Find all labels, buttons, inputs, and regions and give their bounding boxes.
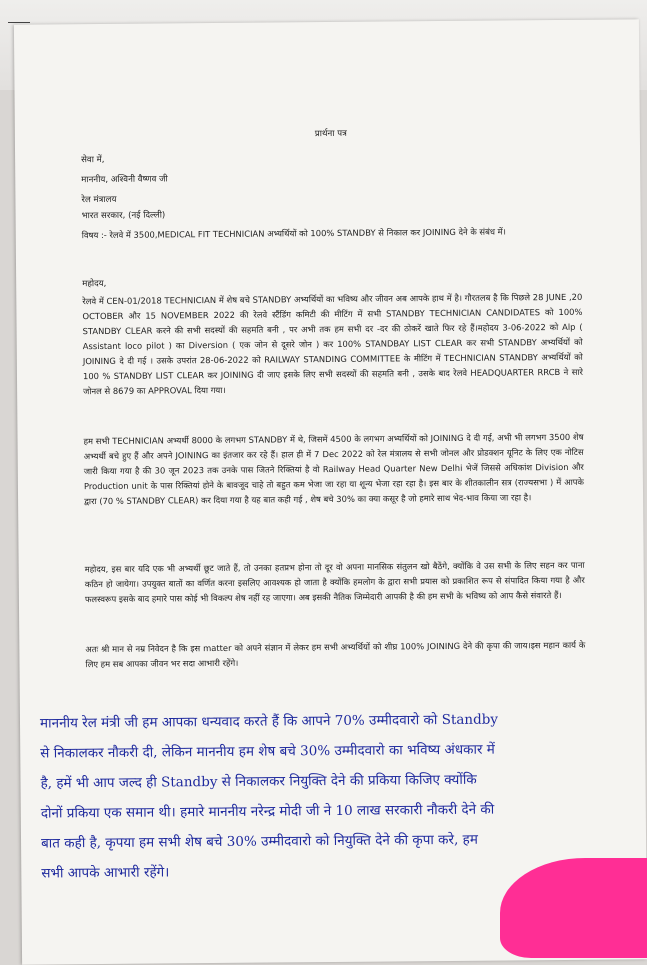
closing-paragraph: अतः श्री मान से नम्र निवेदन है कि इस matter को अपने संज्ञान में लेकर हम सभी अभ्यर्थियों को शीघ्र 100% JOINING देने की कृपा की जाय।इस महान कार्य के लिए हम सब आपका जीवन भर सदा आभारी रहेंगे। — [85, 639, 586, 670]
subject-line: विषय :- रेलवे में 3500,MEDICAL FIT TECHNICIAN अभ्यर्थियों को 100% STANDBY से निकाल कर JOINING देने के संबंध में। — [81, 226, 506, 241]
salutation: महोदय, — [82, 278, 107, 290]
letter-page — [14, 19, 647, 964]
recipient-ministry: रेल मंत्रालय — [81, 194, 117, 206]
handwritten-note: माननीय रेल मंत्री जी हम आपका धन्यवाद करते हैं कि आपने 70% उम्मीदवारो को Standby से निकालकर नौकरी दी, लेकिन माननीय हम शेष बचे 30% उम्मीदवारो का भविष्य अंधकार में है, हमें भी आप जल्द ही Standby से निकालकर नियुक्ति देने की प्रकिया किजिए क्योंकि दोनों प्रकिया एक समान थी। हमारे माननीय नरेन्द्र मोदी जी ने 10 लाख सरकारी नौकरी देने की बात कही है, कृपया हम सभी शेष बचे 30% उम्मीदवारो को नियुक्ति देने की कृपा करे, हम सभी आपके आभारी रहेंगे। — [39, 711, 499, 882]
body-paragraph: रेलवे में CEN-01/2018 TECHNICIAN में शेष बचे STANDBY अभ्यर्थियों का भविष्य और जीवन अब आपके हाथ में है। गौरतलब है कि पिछले 28 JUNE ,20 OCTOBER और 15 NOVEMBER 2022 की रेलवे स्टैंडिंग कमिटी की मीटिंग में सभी STANDBY TECHNICIAN CANDIDATES को 100% STANDBY CLEAR करने की सभी सदस्यों की सहमति बनी , पर अभी तक हम सभी दर -दर की ठोकरें खाते फिर रहे हैं।महोदय 3-06-2022 को Alp ( Assistant loco pilot ) का Diversion ( एक जोन से दूसरे जोन ) कर 100% STANDBAY LIST CLEAR कर सभी STANDBY अभ्यर्थियों को JOINING दे दी गई । उसके उपरांत 28-06-2022 को RAILWAY STANDING COMMITTEE के मीटिंग में TECHNICIAN STANDBY अभ्यर्थियों को 100 % STANDBY LIST CLEAR कर JOINING दी जाए इसके लिए सभी सदस्यों की सहमति बनी , उसके बाद रेलवे HEADQUARTER RRCB ने सारे जोनल से 8679 का APPROVAL दिया गया। — [82, 291, 584, 397]
recipient-government: भारत सरकार, (नई दिल्ली) — [81, 210, 166, 222]
letter-title: प्रार्थना पत्र — [314, 128, 347, 140]
pen-mark — [8, 22, 30, 23]
body-paragraph: हम सभी TECHNICIAN अभ्यर्थी 8000 के लगभग STANDBY में थे, जिसमें 4500 के लगभग अभ्यर्थियों को JOINING दे दी गई, अभी भी लगभग 3500 शेष अभ्यर्थी बचे हुए हैं और अपने JOINING का इंतजार कर रहे हैं। हाल ही में 7 Dec 2022 को रेल मंत्रालय से सभी जोनल और प्रोडक्शन यूनिट के लिए एक नोटिस जारी किया गया है की 30 जून 2023 तक उनके पास जितने रिक्तियां है वो Railway Head Quarter New Delhi भेजें जिससे अधिकांश Division और Production unit के पास रिक्तियां होने के बावजूद चाहे तो बहुत कम भेजा जा रहा या शून्य भेजा रहा रहा है। इस बार के शीतकालीन सत्र (राज्यसभा ) में आपके द्वारा (70 % STANDBY CLEAR) कर दिया गया है यह बात कही गई , शेष बचे 30% का क्या कसूर है जो हमारे साथ भेद-भाव किया जा रहा है। — [83, 431, 584, 507]
body-paragraph: महोदय, इस बार यदि एक भी अभ्यर्थी छूट जाते हैं, तो उनका हतप्रभ होना तो दूर वो अपना मानसिक संतुलन खो बैठेंगे, क्योंकि वे उस सभी के लिए सहन कर पाना कठिन हो जायेगा। उपयुक्त बातों का वर्णित करना इसलिए आवश्यक हो जाता है क्योंकि हमलोग के द्वारा सभी प्रयास को प्रकाशित रूप से संपादित किया गया है और फलस्वरूप इसके बाद हमारे पास कोई भी विकल्प शेष नहीं रह जाएगा। अब इसकी नैतिक जिम्मेदारी आपकी है की हम सभी के भविष्य को आप कैसे संवारते हैं। — [84, 559, 585, 605]
recipient-name: माननीय, अश्विनी वैष्णव जी — [81, 174, 168, 186]
recipient-line: सेवा में, — [81, 154, 105, 166]
